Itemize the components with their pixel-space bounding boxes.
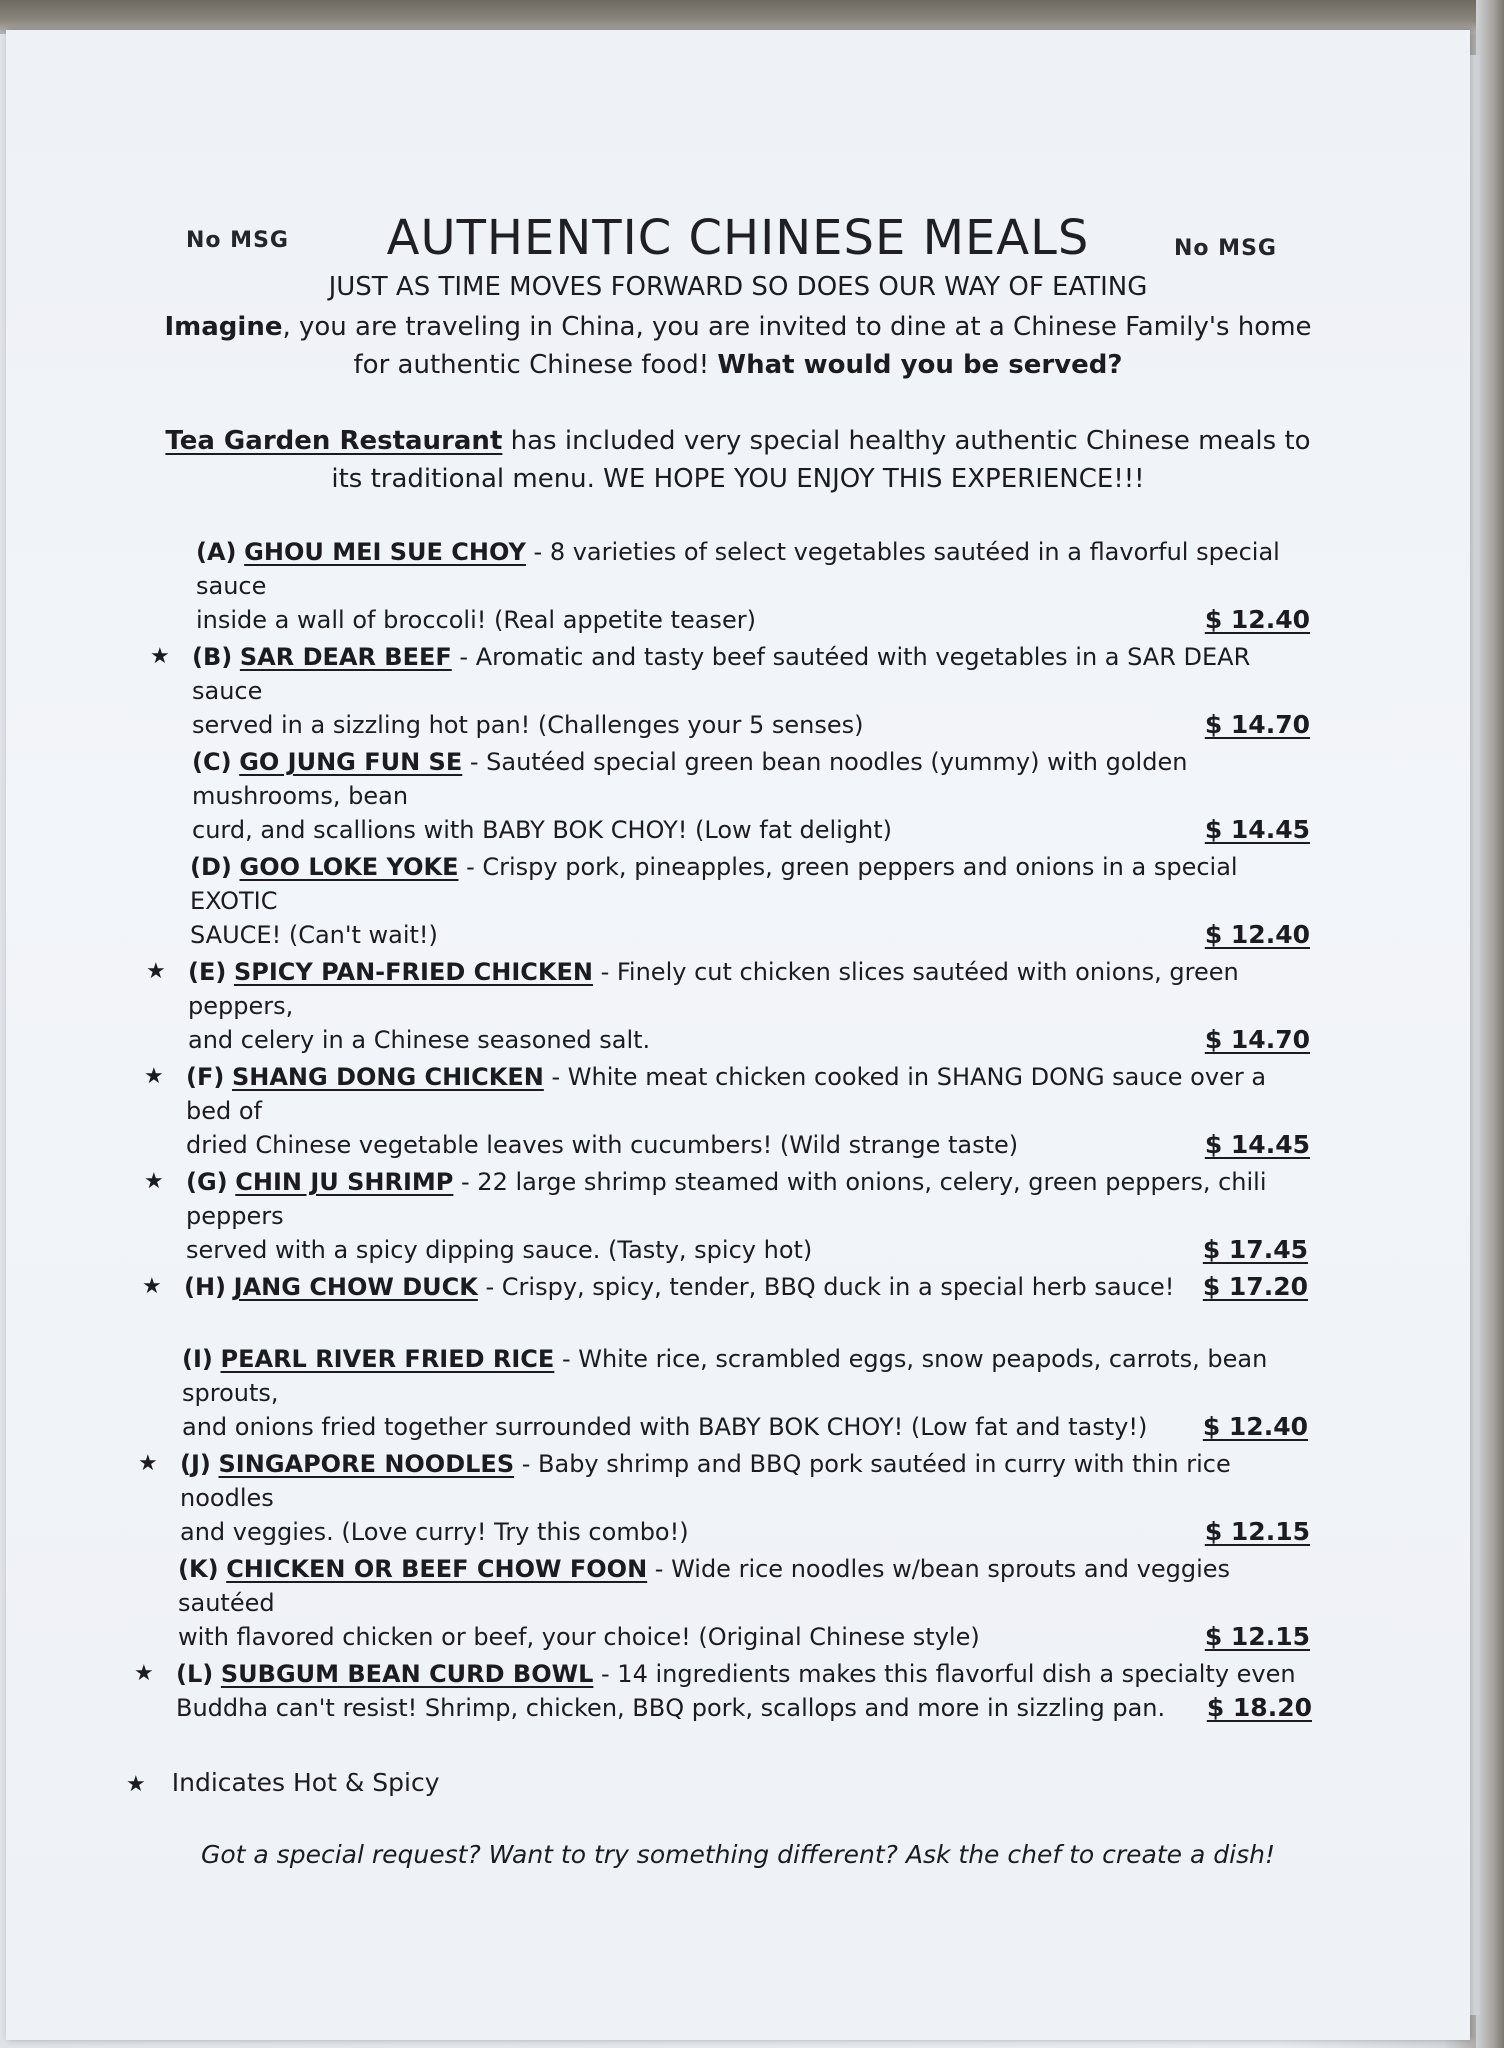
item-code: (K) (178, 1555, 219, 1583)
sleeve-top-edge (0, 0, 1504, 34)
no-msg-right: No MSG (1174, 236, 1277, 261)
menu-item (196, 535, 1310, 637)
sleeve-right-edge (1476, 0, 1504, 2048)
item-line-1 (180, 1447, 1310, 1515)
item-name: JANG CHOW DUCK (233, 1273, 478, 1301)
item-price: $ 17.45 (1202, 1235, 1308, 1264)
item-code: (G) (186, 1168, 228, 1196)
item-line-1 (196, 535, 1310, 603)
item-line-1 (176, 1657, 1312, 1691)
item-name: SAR DEAR BEEF (239, 643, 452, 671)
item-price: $ 14.70 (1204, 1025, 1310, 1054)
item-name: SHANG DONG CHICKEN (231, 1063, 544, 1091)
item-code: (C) (192, 748, 232, 776)
item-price: $ 17.20 (1202, 1272, 1308, 1301)
item-description: - Sautéed special green bean noodles (yummy) with golden mushrooms, bean (192, 748, 1188, 810)
item-code: (J) (180, 1450, 211, 1478)
spicy-star-icon: ★ (144, 1169, 164, 1194)
item-line-1 (192, 745, 1310, 813)
item-name: GOO LOKE YOKE (239, 853, 459, 881)
menu-page (6, 30, 1470, 2040)
item-price: $ 14.45 (1204, 815, 1310, 844)
item-price: $ 14.45 (1204, 1130, 1310, 1159)
item-description: - Crispy, spicy, tender, BBQ duck in a special herb sauce! (477, 1273, 1175, 1301)
item-line-2 (190, 918, 1310, 952)
item-line-2 (180, 1515, 1310, 1549)
page-title: AUTHENTIC CHINESE MEALS (386, 210, 1090, 266)
item-name: GO JUNG FUN SE (239, 748, 463, 776)
spicy-star-icon: ★ (150, 644, 170, 669)
item-price: $ 12.15 (1204, 1517, 1310, 1546)
item-description: - 8 varieties of select vegetables sautéed in a flavorful special sauce (196, 538, 1280, 600)
item-price: $ 12.40 (1204, 920, 1310, 949)
menu-item (134, 1657, 1312, 1725)
restaurant-paragraph (156, 422, 1320, 498)
spicy-star-icon: ★ (134, 1661, 154, 1686)
menu-item (190, 850, 1310, 952)
legend-text: Indicates Hot & Spicy (171, 1768, 440, 1797)
item-line-1 (182, 1342, 1308, 1410)
item-description-cont: SAUCE! (Can't wait!) (190, 921, 438, 949)
item-line-1 (192, 640, 1310, 708)
item-description: - White rice, scrambled eggs, snow peapods, carrots, bean sprouts, (182, 1345, 1268, 1407)
item-code: (L) (176, 1660, 214, 1688)
item-description-cont: with flavored chicken or beef, your choice! (Original Chinese style) (178, 1623, 980, 1651)
menu-item (144, 1165, 1308, 1267)
restaurant-name: Tea Garden Restaurant (165, 426, 503, 456)
item-price: $ 12.40 (1202, 1412, 1308, 1441)
menu-item (142, 1270, 1308, 1304)
menu-item (150, 640, 1310, 742)
menu-item (144, 1060, 1310, 1162)
menu-item (192, 745, 1310, 847)
item-line-2 (196, 603, 1310, 637)
item-line-1 (186, 1165, 1308, 1233)
item-price: $ 12.40 (1204, 605, 1310, 634)
item-code: (E) (188, 958, 227, 986)
item-name: PEARL RIVER FRIED RICE (220, 1345, 555, 1373)
item-description-cont: curd, and scallions with BABY BOK CHOY! (Low fat delight) (192, 816, 893, 844)
paper-edge (1470, 55, 1480, 2015)
item-description: - Wide rice noodles w/bean sprouts and veggies sautéed (178, 1555, 1231, 1617)
item-line-2 (192, 708, 1310, 742)
item-name: SPICY PAN-FRIED CHICKEN (233, 958, 593, 986)
item-line-1 (184, 1270, 1308, 1304)
item-description: - 14 ingredients makes this flavorful dish a specialty even (593, 1660, 1296, 1688)
subtitle: JUST AS TIME MOVES FORWARD SO DOES OUR WAY OF EATING (328, 272, 1148, 302)
menu-item (138, 1447, 1310, 1549)
item-code: (I) (182, 1345, 213, 1373)
intro-bold-word: Imagine (164, 312, 283, 342)
item-line-1 (186, 1060, 1310, 1128)
spicy-star-icon: ★ (138, 1451, 158, 1476)
item-description-cont: served with a spicy dipping sauce. (Tasty, spicy hot) (186, 1236, 813, 1264)
item-line-2 (178, 1620, 1310, 1654)
no-msg-left: No MSG (186, 228, 289, 253)
item-description: - White meat chicken cooked in SHANG DONG sauce over a bed of (186, 1063, 1267, 1125)
spicy-legend (126, 1768, 440, 1797)
restaurant-text: has included very special healthy authentic Chinese meals to its traditional menu. WE HOPE YOU ENJOY THIS EXPERIENCE!!! (331, 426, 1311, 494)
item-description-cont: and onions fried together surrounded with BABY BOK CHOY! (Low fat and tasty!) (182, 1413, 1148, 1441)
item-description-cont: dried Chinese vegetable leaves with cucumbers! (Wild strange taste) (186, 1131, 1019, 1159)
item-description: - 22 large shrimp steamed with onions, celery, green peppers, chili peppers (186, 1168, 1267, 1230)
item-name: CHIN JU SHRIMP (235, 1168, 454, 1196)
item-description: - Baby shrimp and BBQ pork sautéed in curry with thin rice noodles (180, 1450, 1231, 1512)
item-description-cont: and celery in a Chinese seasoned salt. (188, 1026, 651, 1054)
item-description: - Crispy pork, pineapples, green peppers and onions in a special EXOTIC (190, 853, 1238, 915)
item-line-2 (186, 1128, 1310, 1162)
item-code: (H) (184, 1273, 227, 1301)
item-description-cont: and veggies. (Love curry! Try this combo!) (180, 1518, 689, 1546)
item-name: SUBGUM BEAN CURD BOWL (220, 1660, 594, 1688)
footer-note: Got a special request? Want to try something different? Ask the chef to create a dish! (201, 1840, 1275, 1869)
intro-text: , you are traveling in China, you are invited to dine at a Chinese Family's home for authentic Chinese food! (282, 312, 1312, 380)
item-line-1 (190, 850, 1310, 918)
item-price: $ 18.20 (1206, 1693, 1312, 1722)
item-price: $ 12.15 (1204, 1622, 1310, 1651)
item-line-2 (192, 813, 1310, 847)
item-name: SINGAPORE NOODLES (218, 1450, 515, 1478)
item-description-cont: Buddha can't resist! Shrimp, chicken, BBQ pork, scallops and more in sizzling pan. (176, 1694, 1166, 1722)
menu-content (6, 30, 1470, 2040)
item-code: (B) (192, 643, 233, 671)
item-description: - Finely cut chicken slices sautéed with onions, green peppers, (188, 958, 1239, 1020)
item-description: - Aromatic and tasty beef sautéed with vegetables in a SAR DEAR sauce (192, 643, 1251, 705)
item-line-2 (188, 1023, 1310, 1057)
header (6, 180, 1470, 266)
item-name: GHOU MEI SUE CHOY (244, 538, 526, 566)
spicy-star-icon: ★ (144, 1064, 164, 1089)
item-code: (D) (190, 853, 232, 881)
item-line-2 (176, 1691, 1312, 1725)
item-line-1 (188, 955, 1310, 1023)
item-description-cont: served in a sizzling hot pan! (Challenges your 5 senses) (192, 711, 864, 739)
item-line-1 (178, 1552, 1310, 1620)
star-icon: ★ (126, 1772, 146, 1797)
item-name: CHICKEN OR BEEF CHOW FOON (226, 1555, 648, 1583)
item-description-cont: inside a wall of broccoli! (Real appetite teaser) (196, 606, 756, 634)
intro-paragraph (156, 308, 1320, 384)
menu-item (146, 955, 1310, 1057)
item-price: $ 14.70 (1204, 710, 1310, 739)
spicy-star-icon: ★ (142, 1274, 162, 1299)
item-code: (F) (186, 1063, 225, 1091)
item-code: (A) (196, 538, 237, 566)
spicy-star-icon: ★ (146, 959, 166, 984)
menu-item (178, 1552, 1310, 1654)
item-line-2 (186, 1233, 1308, 1267)
intro-question: What would you be served? (717, 350, 1123, 380)
menu-item (182, 1342, 1308, 1444)
item-line-2 (182, 1410, 1308, 1444)
